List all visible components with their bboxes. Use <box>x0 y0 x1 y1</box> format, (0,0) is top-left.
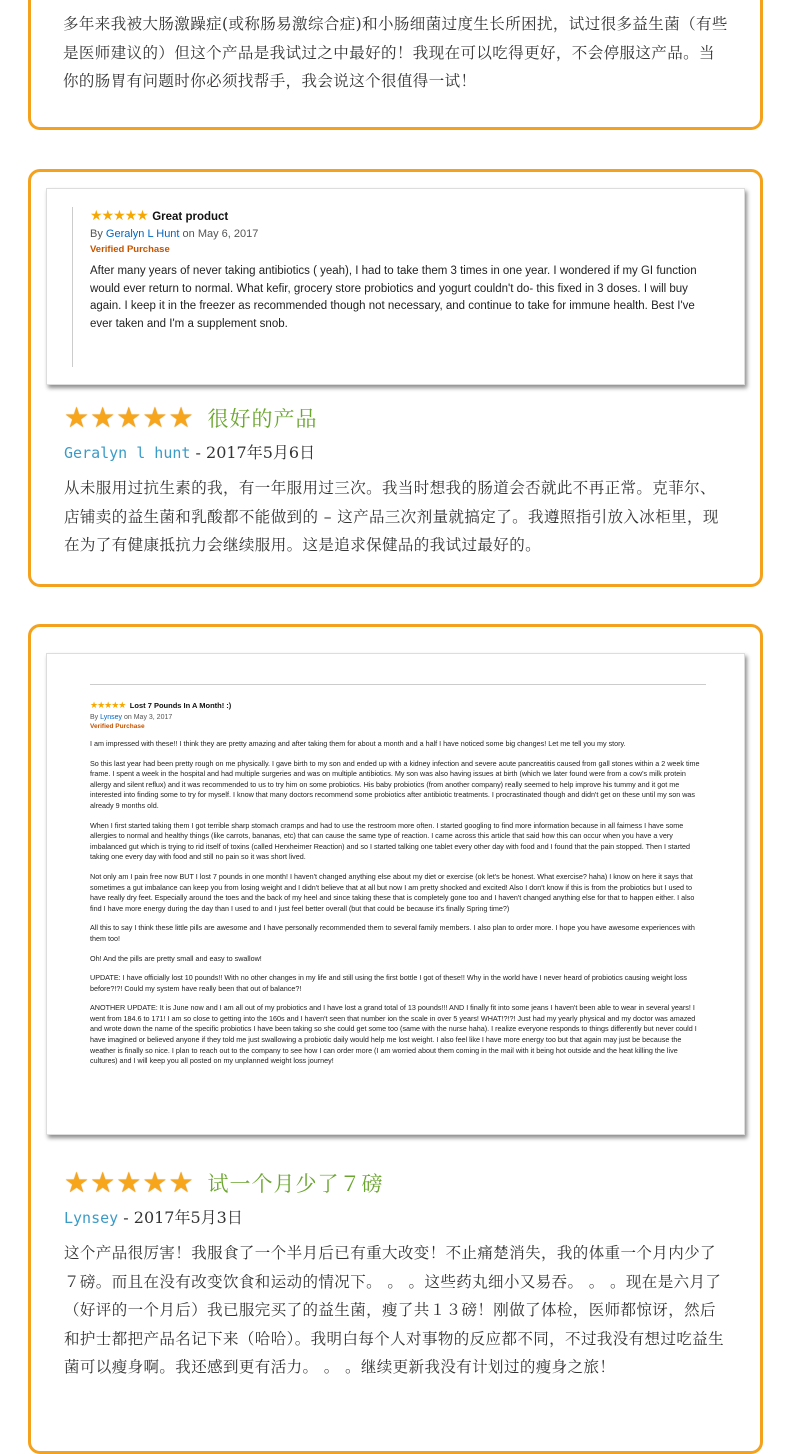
translated-review <box>64 1167 727 1382</box>
star-icon: ★ <box>116 401 142 434</box>
amazon-review-paragraph: All this to say I think these little pills are awesome and I have personally recommended them to several family members. I also plan to order more. I hope you have awesome experiences with them too! <box>90 923 695 943</box>
amazon-review-paragraph: When I first started taking them I got terrible sharp stomach cramps and had to use the restroom more often. I started googling to find more information because in all fairness I have some allergies to normal and healthy things (like carrots, bananas, etc) that can cause the same type of reaction. I came across this article that said how this can occur when you have a very imbalanced gut which is trying to rid itself of toxins (called Herxheimer Reaction) and so I started talking one tablet every other day with food and I found that the pain stopped. Then I started taking one every day with food and still no pain so it was short lived. <box>90 820 690 862</box>
review-title: 很好的产品 <box>207 407 318 431</box>
star-icon: ★ <box>116 1166 142 1199</box>
amazon-review-date: on May 3, 2017 <box>124 714 173 721</box>
star-icon: ★ <box>90 401 116 434</box>
star-icon: ★ <box>64 401 90 434</box>
amazon-review-screenshot <box>46 653 745 1135</box>
amazon-review-paragraph: I am impressed with these!! I think they are pretty amazing and after taking them for about a month and a half I have noticed some big changes! Let me tell you my story. <box>90 739 626 748</box>
review-date: - 2017年5月6日 <box>190 443 316 462</box>
star-icon: ★ <box>64 1166 90 1199</box>
amazon-review-body: After many years of never taking antibiotics ( yeah), I had to take them 3 times in one year. I wondered if my GI function would ever return to normal. What kefir, grocery store probiotics and yogurt couldn't do- this fixed in 3 doses. I will buy again. I keep it in the freezer as recommended though not necessary, and continue to take for immune health. Best I've ever taken and I'm a supplement snob. <box>90 265 697 330</box>
translated-review <box>64 402 727 560</box>
amazon-review <box>72 207 704 367</box>
review-card-lynsey <box>28 624 763 1454</box>
by-label: By <box>90 714 99 721</box>
review-card-top <box>28 0 763 130</box>
star-icon: ★ <box>142 1166 168 1199</box>
star-icon: ★★★★★ <box>90 207 148 223</box>
amazon-review-byline <box>90 714 706 721</box>
amazon-review-title: Lost 7 Pounds In A Month! :) <box>129 701 232 710</box>
amazon-review-paragraph: Oh! And the pills are pretty small and easy to swallow! <box>90 953 262 963</box>
amazon-review <box>90 684 706 1067</box>
star-icon: ★ <box>168 401 194 434</box>
amazon-review-date: on May 6, 2017 <box>182 228 259 240</box>
verified-purchase-badge: Verified Purchase <box>90 244 170 255</box>
review-card-geralyn <box>28 169 763 587</box>
rating-stars <box>64 401 194 434</box>
amazon-review-paragraph: So this last year had been pretty rough on me physically. I gave birth to my son and ended up with a kidney infection and severe acute pancreatitis caused from gall stones within a 2 week time frame. I spent a week in the hospital and had multiple surgeries and was on multiple antibiotics. My son was also having issues at birth (which we later found were from a cow's milk protein allergy and silent reflux) and it was recommended to us to try him on some probiotics. His baby probiotics (from another company) really seemed to help improve his tummy and it got me interested into finding some to try for myself. I know that many doctors recommend some probiotics after antibiotic treatments. I procrastinated though and didn't get on these until my son was already 9 months old. <box>90 758 700 810</box>
review-date: - 2017年5月3日 <box>118 1208 243 1227</box>
reviewer-name: Geralyn l hunt <box>64 444 191 462</box>
amazon-review-byline <box>90 228 704 240</box>
amazon-review-paragraph: UPDATE: I have officially lost 10 pounds!! With no other changes in my life and still using the first bottle I got of these!! Why in the world have I never heard of probiotics causing weight loss before?!?! Could my system have really been that out of balance?! <box>90 973 687 993</box>
star-icon: ★ <box>142 401 168 434</box>
amazon-author-link[interactable]: Geralyn L Hunt <box>105 228 180 240</box>
rating-stars <box>64 1166 194 1199</box>
amazon-author-link[interactable]: Lynsey <box>100 714 123 721</box>
review-text: 这个产品很厉害！我服食了一个半月后已有重大改变！不止痛楚消失，我的体重一个月内少了７磅。而且在没有改变饮食和运动的情况下。 。 。这些药丸细小又易吞。 。 。现在是六月了（好评的一个月后）我已服完买了的益生菌，瘦了共１３磅！刚做了体检，医师都惊讶，然后和护士都把产品名记下来（哈哈）。我明白每个人对事物的反应都不同，不过我没有想过吃益生菌可以瘦身啊。我还感到更有活力。 。 。继续更新我没有计划过的瘦身之旅！ <box>64 1244 725 1376</box>
amazon-review-paragraph: Not only am I pain free now BUT I lost 7 pounds in one month! I haven't changed anything else about my diet or exercise (ok let's be honest. What exercise? haha) I know on here it says that sometimes a gut imbalance can keep you from losing weight and I didn't believe that at all but now I am pretty shocked and excited! Also I don't know if this is from the probiotics but I used to have really dry feet. Especially around the toes and the back of my heel and since taking these that is completely gone too and I haven't changed anything else for that to happen either. I also find I have more energy during the day than I used to and I just feel better overall (but that could be because it's finally Spring time?) <box>90 871 695 913</box>
by-label: By <box>90 228 103 240</box>
review-text: 多年来我被大肠激躁症(或称肠易激综合症)和小肠细菌过度生长所困扰，试过很多益生菌（有些是医师建议的）但这个产品是我试过之中最好的！我现在可以吃得更好，不会停服这产品。当你的肠胃有问题时你必须找帮手，我会说这个很值得一试！ <box>63 15 728 90</box>
reviewer-name: Lynsey <box>64 1209 119 1227</box>
amazon-review-paragraph: ANOTHER UPDATE: It is June now and I am all out of my probiotics and I have lost a grand total of 13 pounds!!! AND I finally fit into some jeans I haven't been able to wear in several years! I went from 184.6 to 171! I am so close to getting into the 160s and I haven't seen that number ion the scale in over 5 years! WHAT!?!?! Just had my yearly physical and my doctor was amazed and wrote down the name of the specific probiotics I have been taking so she could get some too (same with the nurse haha). I realize everyone responds to things differently but never could I have imagined or believed anyone if they told me just swallowing a probiotic daily would help me lost weight. I also feel like I have more energy too but that again may just be because the weather is finally so nice. I plan to reach out to the company to see how I can order more (I am worried about them coming in the mail with it being hot outside and the heat killing the live cultures) and I will keep you all posted on my unplanned weight loss journey! <box>90 1003 697 1066</box>
star-icon: ★ <box>90 1166 116 1199</box>
amazon-review-screenshot <box>46 188 745 385</box>
amazon-review-title: Great product <box>152 211 229 223</box>
star-icon: ★ <box>168 1166 194 1199</box>
review-text: 从未服用过抗生素的我，有一年服用过三次。我当时想我的肠道会否就此不再正常。克菲尔、店铺卖的益生菌和乳酸都不能做到的 – 这产品三次剂量就搞定了。我遵照指引放入冰柜里，现在为了有健康抵抗力会继续服用。这是追求保健品的我试过最好的。 <box>64 479 719 554</box>
star-icon: ★★★★★ <box>90 700 126 710</box>
verified-purchase-badge: Verified Purchase <box>90 723 145 730</box>
review-title: 试一个月少了７磅 <box>207 1172 384 1196</box>
